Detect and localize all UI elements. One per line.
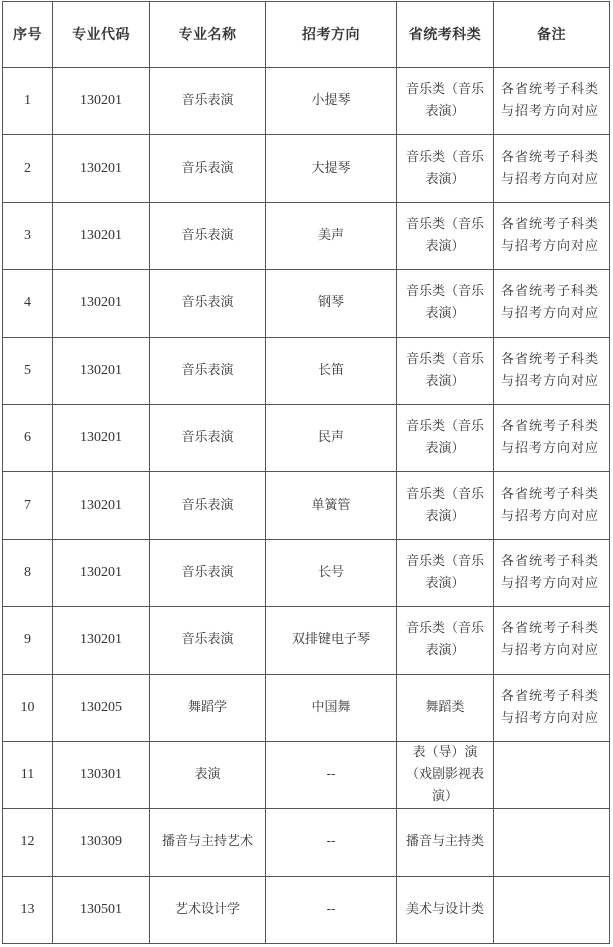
table-row [3, 472, 610, 539]
cell-major: 音乐表演 [150, 472, 266, 539]
cell-note: 各省统考子科类与招考方向对应 [494, 607, 610, 674]
cell-note [494, 809, 610, 876]
cell-code: 130301 [53, 741, 150, 808]
header-code: 专业代码 [53, 2, 150, 68]
cell-no: 3 [3, 202, 53, 269]
cell-note: 各省统考子科类与招考方向对应 [494, 68, 610, 135]
table-row [3, 68, 610, 135]
header-major: 专业名称 [150, 2, 266, 68]
cell-code: 130501 [53, 876, 150, 943]
cell-category: 美术与设计类 [397, 876, 494, 943]
table-row [3, 337, 610, 404]
cell-note: 各省统考子科类与招考方向对应 [494, 270, 610, 337]
cell-major: 音乐表演 [150, 202, 266, 269]
cell-major: 艺术设计学 [150, 876, 266, 943]
cell-no: 6 [3, 404, 53, 471]
cell-direction: 民声 [266, 404, 397, 471]
cell-direction: 长笛 [266, 337, 397, 404]
cell-code: 130201 [53, 404, 150, 471]
cell-code: 130201 [53, 202, 150, 269]
table-row [3, 674, 610, 741]
cell-note: 各省统考子科类与招考方向对应 [494, 674, 610, 741]
cell-code: 130201 [53, 539, 150, 606]
cell-category: 音乐类（音乐表演） [397, 135, 494, 202]
cell-direction: 钢琴 [266, 270, 397, 337]
cell-note: 各省统考子科类与招考方向对应 [494, 472, 610, 539]
cell-code: 130201 [53, 337, 150, 404]
cell-direction: 美声 [266, 202, 397, 269]
cell-category: 音乐类（音乐表演） [397, 472, 494, 539]
header-category: 省统考科类 [397, 2, 494, 68]
cell-no: 13 [3, 876, 53, 943]
cell-no: 1 [3, 68, 53, 135]
cell-note: 各省统考子科类与招考方向对应 [494, 539, 610, 606]
cell-direction: -- [266, 741, 397, 808]
cell-code: 130309 [53, 809, 150, 876]
cell-category: 音乐类（音乐表演） [397, 337, 494, 404]
cell-major: 舞蹈学 [150, 674, 266, 741]
cell-category: 音乐类（音乐表演） [397, 202, 494, 269]
cell-category: 舞蹈类 [397, 674, 494, 741]
cell-code: 130201 [53, 270, 150, 337]
cell-category: 音乐类（音乐表演） [397, 404, 494, 471]
cell-category: 音乐类（音乐表演） [397, 539, 494, 606]
cell-code: 130201 [53, 68, 150, 135]
cell-no: 9 [3, 607, 53, 674]
cell-no: 7 [3, 472, 53, 539]
cell-note: 各省统考子科类与招考方向对应 [494, 404, 610, 471]
table-row [3, 876, 610, 943]
header-row [3, 2, 610, 68]
cell-category: 播音与主持类 [397, 809, 494, 876]
table-row [3, 404, 610, 471]
table-row [3, 135, 610, 202]
cell-category: 表（导）演（戏剧影视表演） [397, 741, 494, 808]
cell-note: 各省统考子科类与招考方向对应 [494, 135, 610, 202]
cell-major: 音乐表演 [150, 135, 266, 202]
cell-direction: 单簧管 [266, 472, 397, 539]
table-body [3, 68, 610, 944]
cell-major: 表演 [150, 741, 266, 808]
cell-major: 音乐表演 [150, 337, 266, 404]
cell-major: 音乐表演 [150, 539, 266, 606]
cell-direction: 中国舞 [266, 674, 397, 741]
cell-no: 12 [3, 809, 53, 876]
cell-category: 音乐类（音乐表演） [397, 270, 494, 337]
table-row [3, 809, 610, 876]
cell-direction: 小提琴 [266, 68, 397, 135]
cell-major: 音乐表演 [150, 404, 266, 471]
cell-note: 各省统考子科类与招考方向对应 [494, 337, 610, 404]
cell-note [494, 876, 610, 943]
cell-direction: -- [266, 876, 397, 943]
cell-direction: -- [266, 809, 397, 876]
cell-category: 音乐类（音乐表演） [397, 607, 494, 674]
cell-major: 音乐表演 [150, 607, 266, 674]
cell-no: 11 [3, 741, 53, 808]
header-direction: 招考方向 [266, 2, 397, 68]
cell-code: 130201 [53, 472, 150, 539]
header-no: 序号 [3, 2, 53, 68]
cell-no: 4 [3, 270, 53, 337]
table-row [3, 202, 610, 269]
cell-direction: 大提琴 [266, 135, 397, 202]
cell-no: 8 [3, 539, 53, 606]
cell-code: 130201 [53, 607, 150, 674]
cell-code: 130201 [53, 135, 150, 202]
table-row [3, 607, 610, 674]
cell-major: 音乐表演 [150, 68, 266, 135]
cell-note: 各省统考子科类与招考方向对应 [494, 202, 610, 269]
cell-category: 音乐类（音乐表演） [397, 68, 494, 135]
cell-no: 5 [3, 337, 53, 404]
cell-note [494, 741, 610, 808]
cell-no: 10 [3, 674, 53, 741]
admissions-table [2, 1, 610, 944]
cell-direction: 长号 [266, 539, 397, 606]
table-row [3, 539, 610, 606]
cell-code: 130205 [53, 674, 150, 741]
cell-major: 音乐表演 [150, 270, 266, 337]
table-row [3, 270, 610, 337]
cell-no: 2 [3, 135, 53, 202]
cell-major: 播音与主持艺术 [150, 809, 266, 876]
header-note: 备注 [494, 2, 610, 68]
table-header [3, 2, 610, 68]
cell-direction: 双排键电子琴 [266, 607, 397, 674]
table-row [3, 741, 610, 808]
